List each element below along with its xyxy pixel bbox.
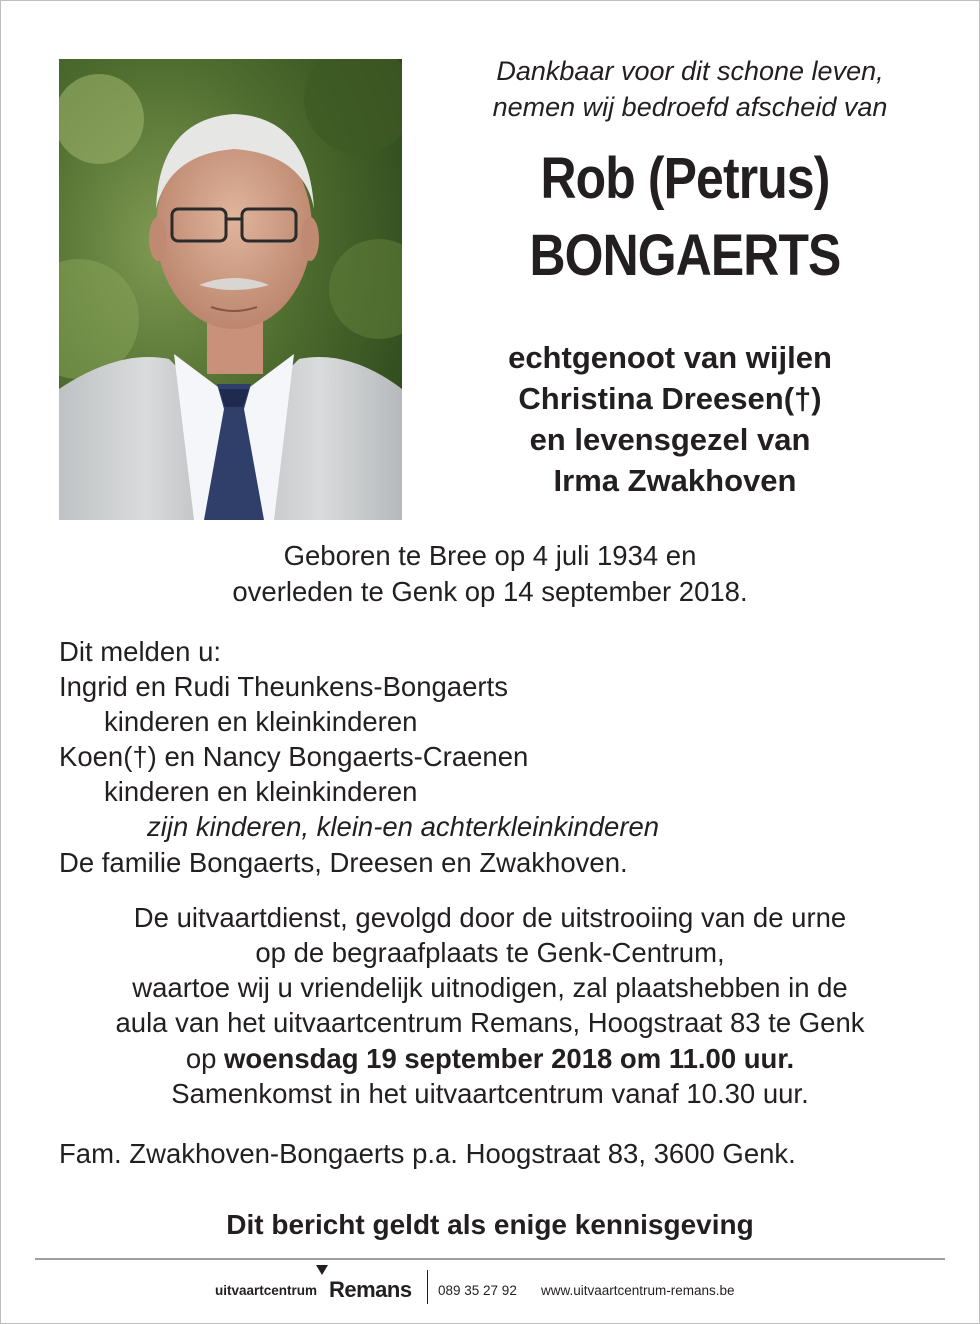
announcer-line: Koen(†) en Nancy Bongaerts-Craenen (59, 741, 529, 772)
footer-separator (427, 1270, 428, 1304)
intro-line-2: nemen wij bedroefd afscheid van (492, 92, 888, 122)
brand-triangle-icon (316, 1265, 328, 1275)
service-line-2: op de begraafplaats te Genk-Centrum, (255, 937, 725, 968)
relation-line-1: echtgenoot van wijlen (508, 340, 832, 375)
service-date-line (0, 1041, 980, 1076)
announcers-header: Dit melden u: (59, 636, 222, 667)
deceased-name-last: BONGAERTS (529, 223, 841, 288)
footer-divider (35, 1258, 945, 1260)
birth-line: Geboren te Bree op 4 juli 1934 en (283, 540, 697, 571)
notice-text: Dit bericht geldt als enige kennisgeving (226, 1209, 754, 1240)
death-line: overleden te Genk op 14 september 2018. (232, 576, 748, 607)
service-line-6: Samenkomst in het uitvaartcentrum vanaf 10.30 uur. (171, 1078, 809, 1109)
service-line-3: waartoe wij u vriendelijk uitnodigen, zal plaatshebben in de (132, 972, 848, 1003)
relation-line-2: Christina Dreesen(†) (518, 381, 822, 416)
brand-prefix: uitvaartcentrum (215, 1283, 318, 1298)
relation-line-4: Irma Zwakhoven (553, 463, 797, 498)
family-address: Fam. Zwakhoven-Bongaerts p.a. Hoogstraat 83, 3600 Genk. (59, 1138, 796, 1169)
service-date: woensdag 19 september 2018 om 11.00 uur. (224, 1043, 795, 1074)
relation-line-3: en levensgezel van (529, 422, 811, 457)
brand-name: Remans (329, 1277, 412, 1302)
announcer-line: De familie Bongaerts, Dreesen en Zwakhoven. (59, 847, 628, 878)
service-line-4: aula van het uitvaartcentrum Remans, Hoogstraat 83 te Genk (115, 1007, 865, 1038)
deceased-name-first: Rob (Petrus) (540, 146, 830, 211)
announcer-line: Ingrid en Rudi Theunkens-Bongaerts (59, 671, 508, 702)
announcer-line: kinderen en kleinkinderen (104, 706, 418, 737)
footer (0, 1278, 980, 1304)
intro-line-1: Dankbaar voor dit schone leven, (496, 56, 884, 86)
announcer-line: zijn kinderen, klein-en achterkleinkinderen (147, 811, 660, 842)
footer-website: www.uitvaartcentrum-remans.be (541, 1283, 735, 1298)
footer-phone: 089 35 27 92 (438, 1283, 517, 1298)
service-line-1: De uitvaartdienst, gevolgd door de uitstrooiing van de urne (133, 902, 847, 933)
service-date-prefix: op (185, 1043, 217, 1074)
portrait-photo (59, 59, 402, 520)
announcer-line: kinderen en kleinkinderen (104, 776, 418, 807)
